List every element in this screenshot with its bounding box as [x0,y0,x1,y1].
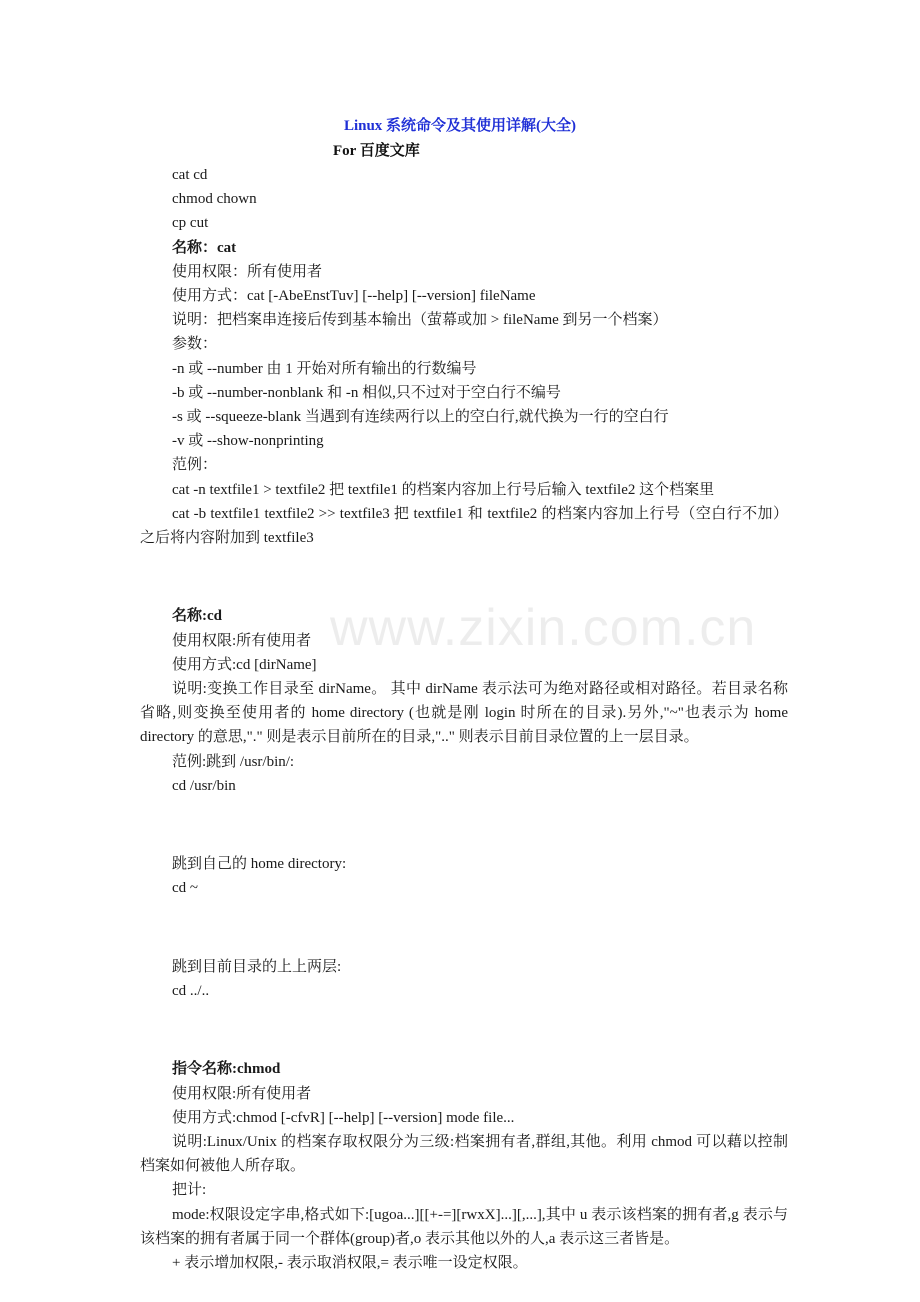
paragraph-line: 范例:跳到 /usr/bin/: [172,753,295,770]
paragraph-line: cat -b textfile1 textfile2 >> textfile3 把 textfile1 和 textfile2 的档案内容加上行号（空白行不加）之后将内容附加到 textfile3 [140,505,788,547]
paragraph-line: chmod chown [172,191,257,208]
document-body [140,163,788,1275]
paragraph-line: 说明:Linux/Unix 的档案存取权限分为三级:档案拥有者,群组,其他。利用 chmod 可以藉以控制档案如何被他人所存取。 [140,1134,788,1175]
blank-line [140,813,788,837]
paragraph-line: 说明：把档案串连接后传到基本输出（萤幕或加 > fileName 到另一个档案） [172,312,668,329]
paragraph-line: -b 或 --number-nonblank 和 -n 相似,只不过对于空白行不编号 [172,384,561,401]
paragraph-line: 参数： [172,336,218,353]
paragraph-line: cd ../.. [172,983,210,1000]
blank-line [140,916,788,940]
paragraph-line: 使用权限:所有使用者 [172,632,312,649]
paragraph-line: 跳到目前目录的上上两层: [172,958,342,975]
paragraph-line: 说明:变换工作目录至 dirName。 其中 dirName 表示法可为绝对路径或相对路径。若目录名称省略,则变换至使用者的 home directory (也就是刚 login 时所在的目录).另外,"~"也表示为 home directory 的意思,"." 则是表示目前所在的目录,".." 则表示目前目录位置的上一层目录。 [140,681,788,746]
document-subtitle: For 百度文库 [333,143,420,159]
blank-line [140,565,788,589]
paragraph-line: 范例： [172,457,218,474]
paragraph-line: 把计: [172,1182,207,1199]
section-heading: 名称:cd [172,608,222,625]
section-heading: 名称：cat [172,239,237,256]
paragraph-line: 使用方式:chmod [-cfvR] [--help] [--version] mode file... [172,1109,515,1126]
paragraph-line: -v 或 --show-nonprinting [172,433,324,450]
paragraph-line: cd ~ [172,880,199,897]
paragraph-line: -n 或 --number 由 1 开始对所有输出的行数编号 [172,360,477,377]
blank-line [140,1018,788,1042]
paragraph-line: cat cd [172,167,208,183]
paragraph-line: 使用权限：所有使用者 [172,263,323,280]
paragraph-line: 使用方式:cd [dirName] [172,656,317,673]
paragraph-line: 跳到自己的 home directory: [172,856,347,873]
watermark: www.zixin.com.cn [330,599,757,657]
paragraph-line: cd /usr/bin [172,777,236,794]
document-title: Linux 系统命令及其使用详解(大全) [343,118,577,134]
paragraph-line: mode:权限设定字串,格式如下:[ugoa...][[+-=][rwxX]...][,...],其中 u 表示该档案的拥有者,g 表示与该档案的拥有者属于同一个群体(group)者,o 表示其他以外的人,a 表示这三者皆是。 [140,1206,788,1247]
paragraph-line: cat -n textfile1 > textfile2 把 textfile1 的档案内容加上行号后输入 textfile2 这个档案里 [172,481,715,498]
paragraph-line: cp cut [172,215,209,232]
paragraph-line: 使用方式：cat [-AbeEnstTuv] [--help] [--version] fileName [172,288,536,305]
paragraph-line: 使用权限:所有使用者 [172,1085,312,1102]
paragraph-line: + 表示增加权限,- 表示取消权限,= 表示唯一设定权限。 [172,1255,528,1272]
section-heading: 指令名称:chmod [172,1061,281,1078]
paragraph-line: -s 或 --squeeze-blank 当遇到有连续两行以上的空白行,就代换为一行的空白行 [172,409,669,426]
